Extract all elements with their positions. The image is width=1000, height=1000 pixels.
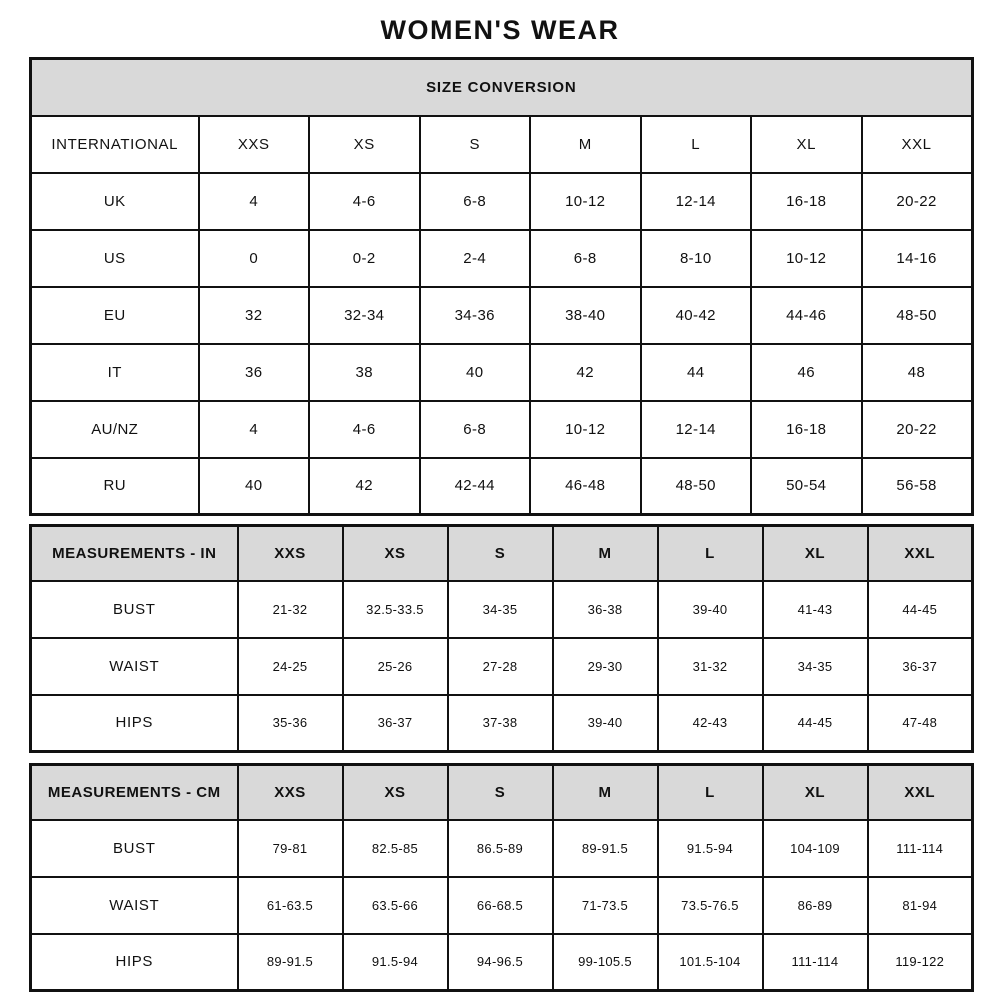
size-value: 0	[199, 230, 310, 287]
size-value: 10-12	[530, 401, 641, 458]
measurement-value: 25-26	[343, 638, 448, 695]
measurement-value: 21-32	[238, 581, 343, 638]
measurements-cm-header-row	[31, 765, 973, 820]
row-label: HIPS	[31, 695, 238, 752]
size-conversion-header-row	[31, 116, 973, 173]
size-value: 20-22	[862, 401, 973, 458]
table-row-us	[31, 230, 973, 287]
measurement-value: 36-37	[868, 638, 973, 695]
measurement-value: 39-40	[553, 695, 658, 752]
measurement-value: 36-38	[553, 581, 658, 638]
col-header-m: M	[553, 765, 658, 820]
size-conversion-banner: SIZE CONVERSION	[31, 59, 973, 116]
measurement-value: 24-25	[238, 638, 343, 695]
size-value: 12-14	[641, 401, 752, 458]
measurement-value: 91.5-94	[343, 934, 448, 991]
measurement-value: 89-91.5	[238, 934, 343, 991]
measurement-value: 36-37	[343, 695, 448, 752]
size-value: 40	[199, 458, 310, 515]
measurement-value: 44-45	[763, 695, 868, 752]
size-conversion-table	[29, 57, 974, 516]
measurement-value: 42-43	[658, 695, 763, 752]
row-label: RU	[31, 458, 199, 515]
size-value: 48	[862, 344, 973, 401]
measurement-value: 41-43	[763, 581, 868, 638]
size-value: 6-8	[420, 401, 531, 458]
measurement-value: 37-38	[448, 695, 553, 752]
size-value: 8-10	[641, 230, 752, 287]
measurement-value: 89-91.5	[553, 820, 658, 877]
row-label: IT	[31, 344, 199, 401]
col-header-xs: XS	[309, 116, 420, 173]
measurement-value: 44-45	[868, 581, 973, 638]
size-value: 32-34	[309, 287, 420, 344]
table-row-waist-cm	[31, 877, 973, 934]
size-value: 4-6	[309, 401, 420, 458]
col-header-xl: XL	[763, 526, 868, 581]
table-row-bust-cm	[31, 820, 973, 877]
size-value: 16-18	[751, 173, 862, 230]
measurement-value: 111-114	[763, 934, 868, 991]
table-row-ru	[31, 458, 973, 515]
col-header-xs: XS	[343, 765, 448, 820]
measurement-value: 73.5-76.5	[658, 877, 763, 934]
size-value: 10-12	[530, 173, 641, 230]
size-value: 50-54	[751, 458, 862, 515]
table-row-eu	[31, 287, 973, 344]
measurement-value: 82.5-85	[343, 820, 448, 877]
size-value: 42-44	[420, 458, 531, 515]
row-label: HIPS	[31, 934, 238, 991]
size-value: 2-4	[420, 230, 531, 287]
measurement-value: 101.5-104	[658, 934, 763, 991]
measurement-value: 94-96.5	[448, 934, 553, 991]
size-value: 44	[641, 344, 752, 401]
size-value: 46	[751, 344, 862, 401]
table-row-it	[31, 344, 973, 401]
row-label: BUST	[31, 820, 238, 877]
measurement-value: 86-89	[763, 877, 868, 934]
col-header-l: L	[658, 765, 763, 820]
measurement-value: 34-35	[448, 581, 553, 638]
col-header-measurements-cm: MEASUREMENTS - CM	[31, 765, 238, 820]
col-header-xs: XS	[343, 526, 448, 581]
size-value: 4-6	[309, 173, 420, 230]
col-header-s: S	[448, 765, 553, 820]
measurement-value: 61-63.5	[238, 877, 343, 934]
row-label: EU	[31, 287, 199, 344]
col-header-measurements-in: MEASUREMENTS - IN	[31, 526, 238, 581]
col-header-l: L	[658, 526, 763, 581]
col-header-international: INTERNATIONAL	[31, 116, 199, 173]
measurement-value: 111-114	[868, 820, 973, 877]
table-row-hips-cm	[31, 934, 973, 991]
measurement-value: 34-35	[763, 638, 868, 695]
col-header-xl: XL	[751, 116, 862, 173]
col-header-xxs: XXS	[199, 116, 310, 173]
size-value: 38	[309, 344, 420, 401]
measurement-value: 39-40	[658, 581, 763, 638]
size-value: 6-8	[530, 230, 641, 287]
measurements-in-header-row	[31, 526, 973, 581]
row-label: UK	[31, 173, 199, 230]
size-value: 48-50	[641, 458, 752, 515]
table-banner-row	[31, 59, 973, 116]
size-value: 48-50	[862, 287, 973, 344]
col-header-s: S	[448, 526, 553, 581]
size-value: 44-46	[751, 287, 862, 344]
measurements-cm-table	[29, 763, 974, 992]
col-header-m: M	[530, 116, 641, 173]
size-value: 36	[199, 344, 310, 401]
row-label: US	[31, 230, 199, 287]
row-label: WAIST	[31, 877, 238, 934]
size-value: 14-16	[862, 230, 973, 287]
table-row-bust-in	[31, 581, 973, 638]
measurement-value: 79-81	[238, 820, 343, 877]
measurement-value: 47-48	[868, 695, 973, 752]
size-value: 42	[309, 458, 420, 515]
col-header-xxs: XXS	[238, 526, 343, 581]
page-title: WOMEN'S WEAR	[380, 15, 620, 45]
table-row-uk	[31, 173, 973, 230]
col-header-l: L	[641, 116, 752, 173]
table-row-aunz	[31, 401, 973, 458]
size-value: 32	[199, 287, 310, 344]
col-header-xxl: XXL	[862, 116, 973, 173]
measurement-value: 119-122	[868, 934, 973, 991]
row-label: BUST	[31, 581, 238, 638]
measurements-in-table	[29, 524, 974, 753]
size-value: 4	[199, 401, 310, 458]
size-value: 10-12	[751, 230, 862, 287]
size-value: 12-14	[641, 173, 752, 230]
col-header-xxs: XXS	[238, 765, 343, 820]
col-header-s: S	[420, 116, 531, 173]
measurement-value: 32.5-33.5	[343, 581, 448, 638]
size-value: 42	[530, 344, 641, 401]
measurement-value: 71-73.5	[553, 877, 658, 934]
size-value: 40-42	[641, 287, 752, 344]
size-value: 56-58	[862, 458, 973, 515]
measurement-value: 99-105.5	[553, 934, 658, 991]
col-header-m: M	[553, 526, 658, 581]
measurement-value: 66-68.5	[448, 877, 553, 934]
size-value: 16-18	[751, 401, 862, 458]
measurement-value: 63.5-66	[343, 877, 448, 934]
measurement-value: 29-30	[553, 638, 658, 695]
size-value: 20-22	[862, 173, 973, 230]
table-row-hips-in	[31, 695, 973, 752]
measurement-value: 86.5-89	[448, 820, 553, 877]
row-label: AU/NZ	[31, 401, 199, 458]
size-value: 46-48	[530, 458, 641, 515]
row-label: WAIST	[31, 638, 238, 695]
measurement-value: 91.5-94	[658, 820, 763, 877]
measurement-value: 81-94	[868, 877, 973, 934]
size-value: 6-8	[420, 173, 531, 230]
measurement-value: 31-32	[658, 638, 763, 695]
size-value: 0-2	[309, 230, 420, 287]
col-header-xxl: XXL	[868, 526, 973, 581]
col-header-xxl: XXL	[868, 765, 973, 820]
measurement-value: 27-28	[448, 638, 553, 695]
size-value: 4	[199, 173, 310, 230]
measurement-value: 104-109	[763, 820, 868, 877]
col-header-xl: XL	[763, 765, 868, 820]
size-value: 34-36	[420, 287, 531, 344]
table-row-waist-in	[31, 638, 973, 695]
size-value: 40	[420, 344, 531, 401]
size-value: 38-40	[530, 287, 641, 344]
measurement-value: 35-36	[238, 695, 343, 752]
